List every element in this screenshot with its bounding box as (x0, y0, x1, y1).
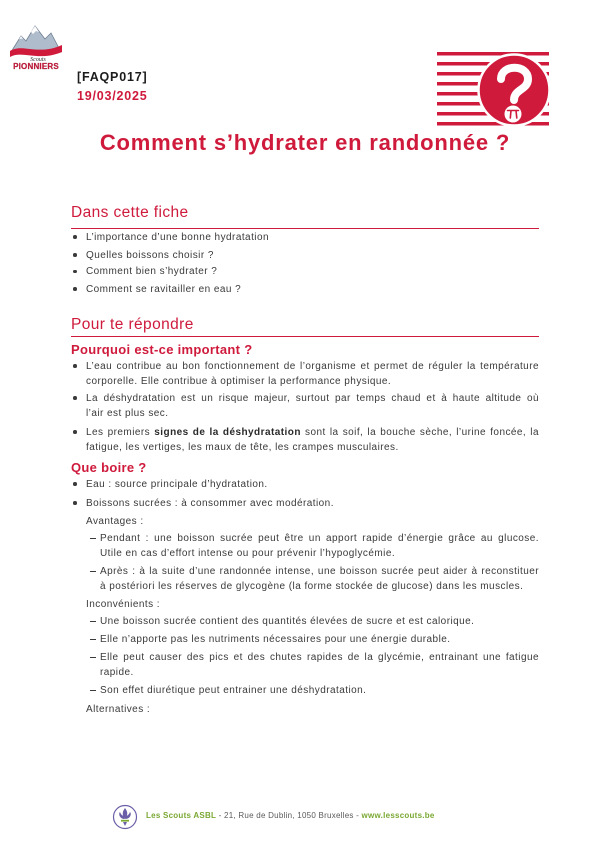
dash-icon (90, 690, 96, 691)
question-mark-pi-icon (432, 46, 554, 130)
bullet-icon (73, 235, 77, 239)
list-item-line: L’eau contribue au bon fonctionnement de l’organisme et permet de réguler la température (86, 360, 539, 372)
logo-text-pionniers: PIONNIERS (13, 62, 59, 71)
toc-item-text: Quelles boissons choisir ? (86, 249, 214, 261)
footer-website-link[interactable]: www.lesscouts.be (361, 811, 435, 820)
sub-list-item (100, 632, 539, 647)
sub-list-item (100, 614, 539, 629)
toc-item (86, 248, 539, 263)
dash-icon (90, 657, 96, 658)
sub-list-item-line: à postériori les réserves de glycogène (la forme stockée de glucose) dans les muscles. (100, 580, 524, 592)
pionniers-logo (8, 22, 64, 72)
toc-item (86, 264, 539, 279)
document-date: 19/03/2025 (77, 89, 148, 103)
logo-text-scouts: Scouts (30, 57, 46, 63)
toc-item-text: Comment bien s’hydrater ? (86, 266, 218, 277)
sub-list-item-line: Après : à la suite d’une randonnée intense, une boisson sucrée peut aider à reconstituer (100, 565, 539, 577)
toc-heading: Dans cette fiche (71, 204, 189, 221)
list-item-line: fatigue, les vertiges, les maux de tête, les crampes musculaires. (86, 441, 399, 453)
footer-org-name: Les Scouts ASBL (146, 811, 217, 820)
icon-pi-circle (505, 106, 522, 123)
dash-icon (90, 621, 96, 622)
bullet-icon (73, 501, 77, 505)
toc-item-text: L’importance d’une bonne hydratation (86, 231, 269, 243)
sub-list-item-line: Une boisson sucrée contient des quantités élevées de sucre et est calorique. (100, 615, 475, 627)
list-item-line: Eau : source principale d’hydratation. (86, 478, 268, 490)
list-item (86, 477, 539, 492)
list-item-line (86, 425, 539, 440)
alternatives-label: Alternatives : (86, 703, 151, 715)
text-after-emphasis: sont la soif, la bouche sèche, l’urine foncée, la (300, 426, 539, 438)
bullet-icon (73, 396, 77, 400)
page-title: Comment s’hydrater en randonnée ? (99, 130, 511, 155)
dash-icon (90, 538, 96, 539)
bullet-icon (73, 253, 77, 257)
toc-item-text: Comment se ravitailler en eau ? (86, 283, 242, 295)
advantages-label: Avantages : (86, 515, 144, 527)
dash-icon (90, 639, 96, 640)
bullet-icon (73, 270, 77, 274)
list-item-line: La déshydratation est un risque majeur, surtout par temps chaud et à haute altitude où (86, 392, 539, 404)
emphasis-dehydration-signs: signes de la déshydratation (154, 426, 301, 438)
answer-heading: Pour te répondre (71, 316, 194, 333)
list-item-line: Boissons sucrées : à consommer avec modération. (86, 497, 334, 509)
disadvantages-label: Inconvénients : (86, 598, 161, 610)
bullet-icon (73, 430, 77, 434)
sub-list-item-line: Pendant : une boisson sucrée peut être un apport rapide d’énergie grâce au glucose. (100, 532, 539, 544)
scouts-fleur-de-lis-icon (112, 804, 138, 830)
document-code: [FAQP017] (77, 70, 148, 84)
toc-item (86, 282, 539, 297)
sub-list-item (100, 683, 539, 698)
toc-item (86, 230, 539, 245)
bullet-icon (73, 482, 77, 486)
sub-list-item (100, 564, 539, 594)
bullet-icon (73, 287, 77, 291)
list-item (86, 391, 539, 421)
sub-list-item-line: Son effet diurétique peut entrainer une déshydratation. (100, 684, 367, 696)
footer-address (146, 811, 435, 821)
answer-heading-rule (71, 336, 539, 338)
what-to-drink-heading: Que boire ? (71, 460, 147, 475)
list-item (86, 359, 539, 389)
sub-list-item (100, 531, 539, 561)
bullet-icon (73, 364, 77, 368)
list-item-line: corporelle. Elle contribue à optimiser la performance physique. (86, 375, 392, 387)
list-item (86, 425, 539, 455)
dash-icon (90, 571, 96, 572)
why-important-heading: Pourquoi est-ce important ? (71, 342, 253, 357)
text-before-emphasis: Les premiers (86, 426, 155, 438)
list-item (86, 496, 539, 511)
footer-street-address: - 21, Rue de Dublin, 1050 Bruxelles - (218, 811, 360, 820)
sub-list-item-line: Elle peut causer des pics et des chutes rapides de la glycémie, entrainant une fatigue (100, 651, 539, 663)
sub-list-item-line: Utile en cas d’effort intense ou pour prévenir l’hypoglycémie. (100, 547, 396, 559)
sub-list-item-line: rapide. (100, 666, 134, 678)
list-item-line: l’air est plus sec. (86, 407, 169, 419)
sub-list-item (100, 650, 539, 680)
sub-list-item-line: Elle n’apporte pas les nutriments nécessaires pour une énergie durable. (100, 633, 451, 645)
